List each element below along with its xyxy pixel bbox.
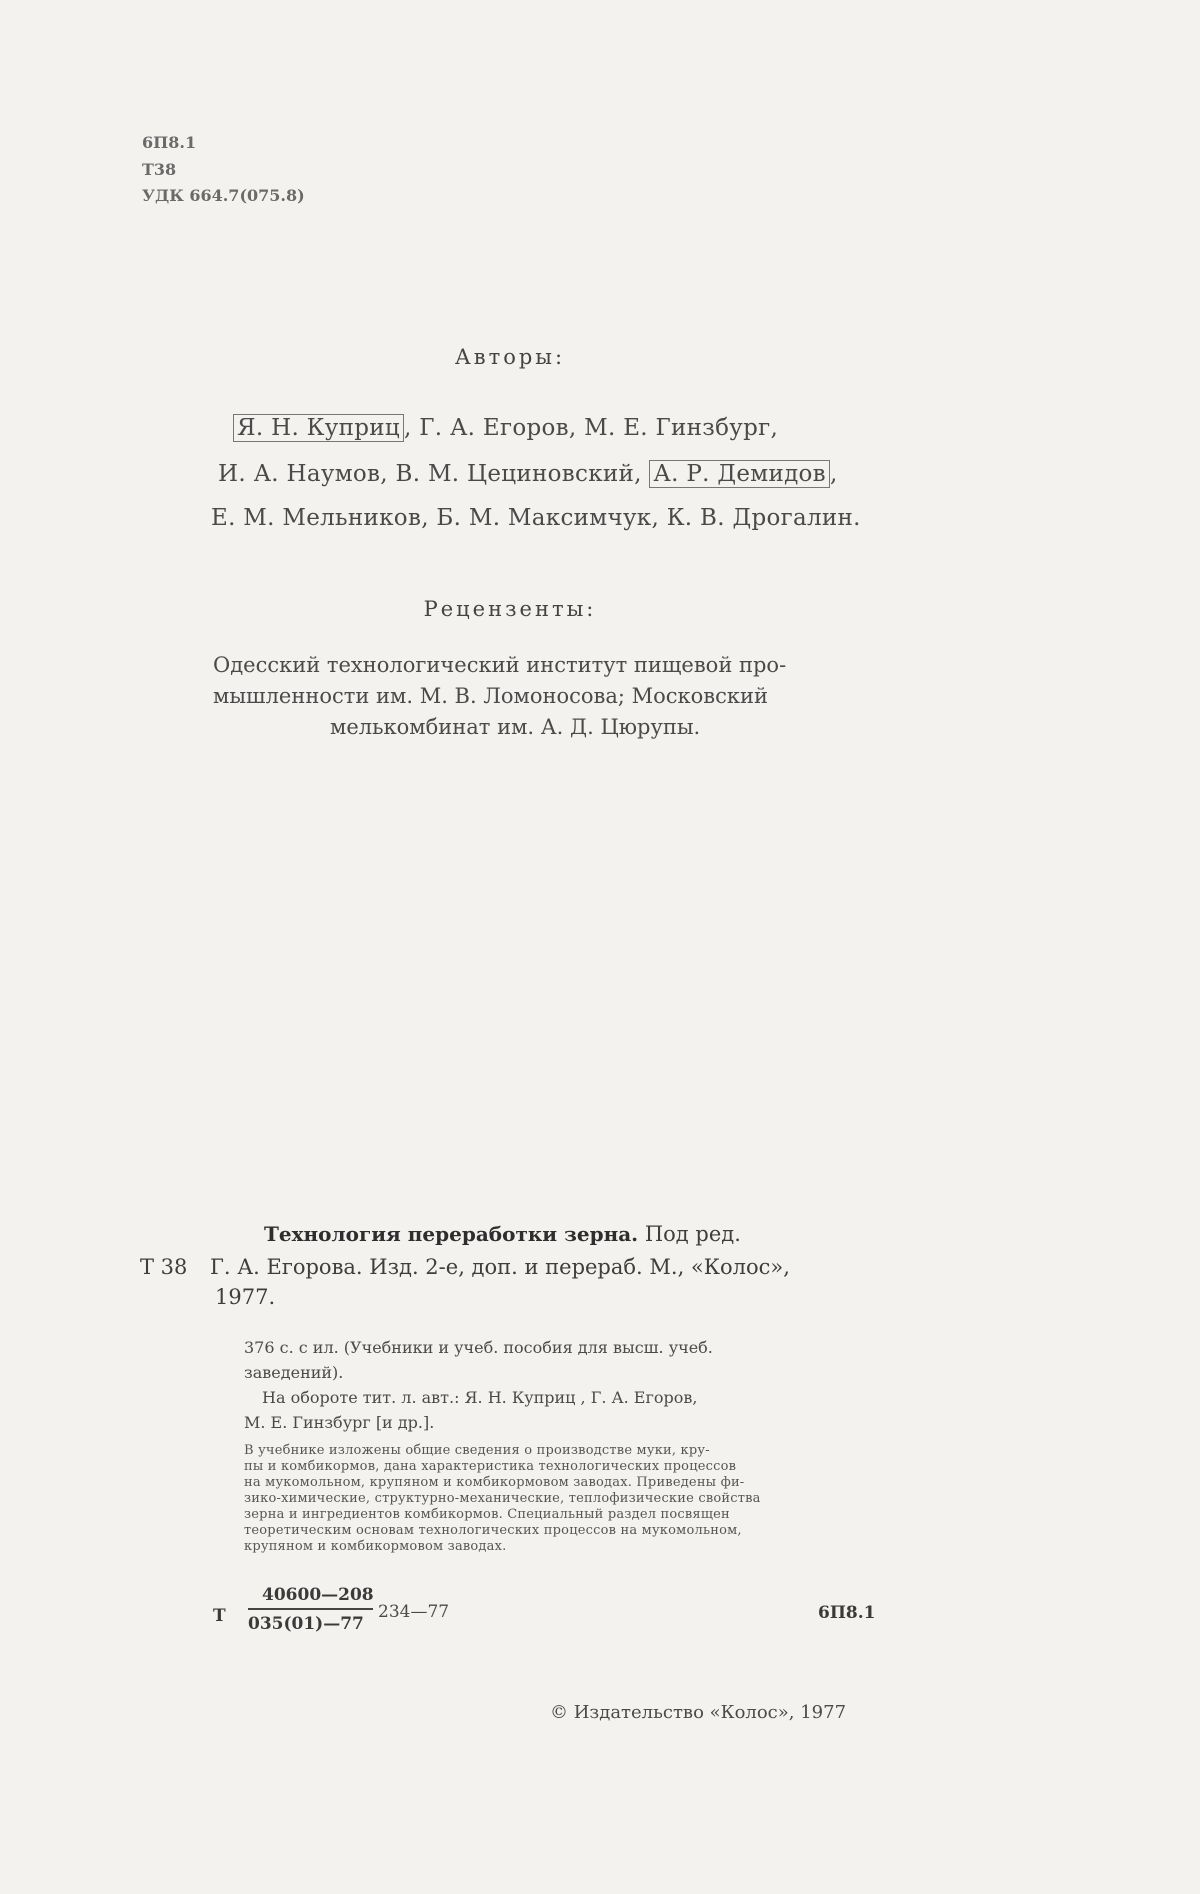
reviewers-line-2: мышленности им. М. В. Ломоносова; Московский — [213, 684, 769, 708]
pages-line-2: заведений). — [244, 1363, 344, 1382]
authors-line-1 — [233, 415, 778, 441]
authors-heading: Авторы: — [454, 345, 566, 369]
udc-code: УДК 664.7(075.8) — [142, 186, 305, 205]
abstract-line-1: В учебнике изложены общие сведения о производстве муки, кру- — [244, 1443, 710, 1458]
book-title: Технология переработки зерна. — [264, 1222, 639, 1246]
index-suffix: 234—77 — [378, 1602, 450, 1622]
index-numerator: 40600—208 — [262, 1585, 374, 1605]
bbk-code: 6П8.1 — [142, 133, 197, 152]
deceased-author-box: Я. Н. Куприц — [233, 414, 404, 442]
copyright-notice: © Издательство «Колос», 1977 — [550, 1702, 847, 1723]
bibliography-line-1 — [264, 1222, 741, 1246]
abstract-line-6: теоретическим основам технологических процессов на мукомольном, — [244, 1523, 742, 1538]
fraction-bar — [248, 1608, 373, 1610]
bibliography-line-3: 1977. — [215, 1285, 276, 1309]
author-mark: Т 38 — [140, 1255, 188, 1279]
deceased-author-box: А. Р. Демидов — [649, 460, 830, 488]
authors-line-2 — [218, 461, 838, 487]
reverse-authors-line-2: М. Е. Гинзбург [и др.]. — [244, 1413, 435, 1432]
abstract-line-2: пы и комбикормов, дана характеристика технологических процессов — [244, 1459, 737, 1474]
index-letter: Т — [213, 1606, 226, 1626]
class-code: 6П8.1 — [818, 1603, 876, 1623]
authors-line-3: Е. М. Мельников, Б. М. Максимчук, К. В. Дрогалин. — [211, 505, 861, 531]
abstract-line-7: крупяном и комбикормовом заводах. — [244, 1539, 507, 1554]
reverse-authors-line-1: На обороте тит. л. авт.: Я. Н. Куприц , Г. А. Егоров, — [262, 1388, 698, 1407]
abstract-line-3: на мукомольном, крупяном и комбикормовом заводах. Приведены фи- — [244, 1475, 745, 1490]
pages-line-1: 376 с. с ил. (Учебники и учеб. пособия для высш. учеб. — [244, 1338, 713, 1357]
reviewers-line-3: мелькомбинат им. А. Д. Цюрупы. — [330, 715, 701, 739]
reviewers-heading: Рецензенты: — [423, 597, 597, 621]
authors-line-2-end: , — [829, 461, 838, 487]
bibliography-line-2: Г. А. Егорова. Изд. 2-е, доп. и перераб. М., «Колос», — [210, 1255, 790, 1279]
authors-line-2-text: И. А. Наумов, В. М. Цециновский, — [218, 461, 642, 487]
reviewers-line-1: Одесский технологический институт пищевой про- — [213, 653, 787, 677]
editor-prefix: Под ред. — [644, 1222, 741, 1246]
author-mark-code: Т38 — [142, 160, 177, 179]
abstract-line-5: зерна и ингредиентов комбикормов. Специальный раздел посвящен — [244, 1507, 730, 1522]
index-denominator: 035(01)—77 — [248, 1614, 364, 1634]
authors-line-1-rest: , Г. А. Егоров, М. Е. Гинзбург, — [403, 415, 779, 441]
abstract-line-4: зико-химические, структурно-механические, теплофизические свойства — [244, 1491, 761, 1506]
